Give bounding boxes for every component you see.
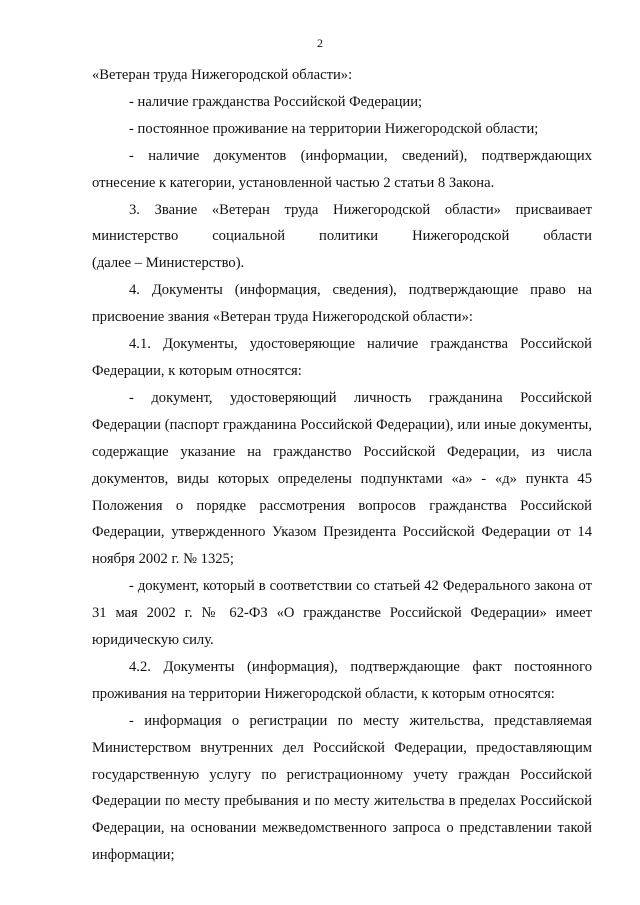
paragraph-title-continuation: «Ветеран труда Нижегородской области»: (92, 67, 353, 83)
paragraph-3-line-3: (далее – Министерство). (92, 255, 245, 272)
page-number: 2 (317, 36, 323, 50)
paragraph-registration-info-item: - информация о регистрации по месту жительства, представляемая Министерством внутренних дел Российской Федерации, предоставляющим государственную услугу по регистрационному учету граждан Российской Федерации по месту пребывания и по месту жительства в пределах Российской Федерации, на основании межведомственного запроса о представлении такой информации; (92, 712, 592, 864)
paragraph-3-line-2: министерство социальной политики Нижегородской области (92, 228, 592, 245)
paragraph-federal-law-item: - документ, который в соответствии со статьей 42 Федерального закона от 31 мая 2002 г. № 62-ФЗ «О гражданстве Российской Федерации» имеет юридическую силу. (92, 578, 592, 649)
paragraph-citizenship-condition: - наличие гражданства Российской Федерации; (129, 93, 423, 110)
paragraph-passport-item: - документ, удостоверяющий личность гражданина Российской Федерации (паспорт гражданина Российской Федерации), или иные документы, содержащие указание на гражданство Российской Федерации, из числа документов, виды которых определены подпунктами «а» - «д» пункта 45 Положения о порядке рассмотрения вопросов гражданства Российской Федерации, утвержденного Указом Президента Российской Федерации от 14 ноября 2002 г. № 1325; (92, 389, 592, 568)
paragraph-4-documents: 4. Документы (информация, сведения), подтверждающие право на присвоение звания «Ветеран труда Нижегородской области»: (92, 282, 592, 326)
paragraph-residence-condition: - постоянное проживание на территории Нижегородской области; (129, 120, 539, 137)
document-body (92, 62, 592, 869)
paragraph-3-ministry (92, 197, 592, 278)
paragraph-4-2-residence-docs: 4.2. Документы (информация), подтверждающие факт постоянного проживания на территории Нижегородской области, к которым относятся: (92, 658, 592, 702)
paragraph-3-line-1: 3. Звание «Ветеран труда Нижегородской области» присваивает (129, 201, 592, 218)
paragraph-4-1-citizenship-docs: 4.1. Документы, удостоверяющие наличие гражданства Российской Федерации, к которым относятся: (92, 336, 592, 379)
paragraph-documents-condition: - наличие документов (информации, сведений), подтверждающих отнесение к категории, установленной частью 2 статьи 8 Закона. (92, 147, 592, 191)
